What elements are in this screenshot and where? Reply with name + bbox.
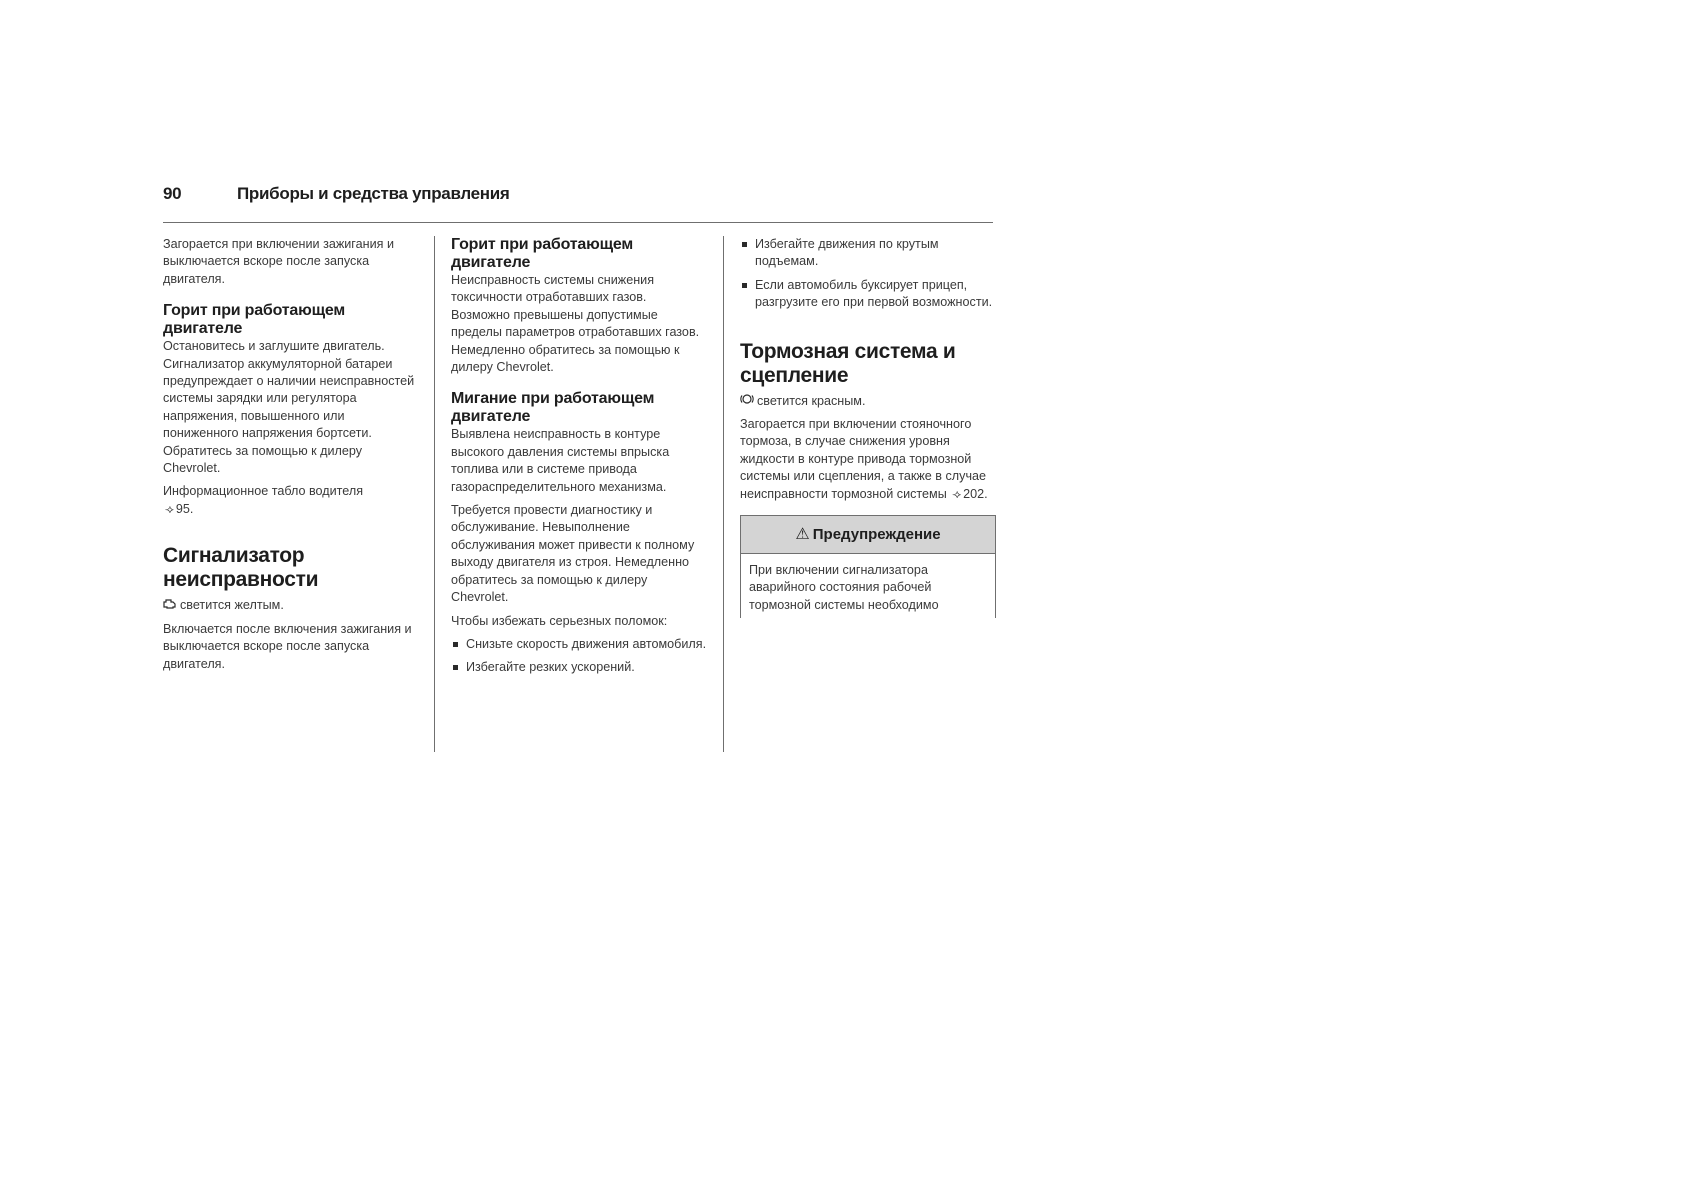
- list-item: Если автомобиль буксирует прицеп, разгрузите его при первой возможности.: [740, 277, 996, 312]
- heading: Сигнализатор неисправности: [163, 544, 319, 592]
- subheading: Горит при работающем двигателе: [451, 236, 634, 271]
- indicator-text: светится красным.: [757, 393, 866, 408]
- page-header: [163, 184, 993, 223]
- paragraph: Загорается при включении зажигания и выключается вскоре после запуска двигателя.: [163, 237, 394, 286]
- warning-triangle-icon: ⚠: [795, 525, 810, 543]
- list-item: Снизьте скорость движения автомобиля.: [451, 636, 707, 653]
- page-number: 90: [163, 184, 182, 203]
- column-2: [451, 236, 707, 683]
- bullet-list: [451, 636, 707, 677]
- column-divider: [723, 236, 724, 752]
- paragraph: Включается после включения зажигания и выключается вскоре после запуска двигателя.: [163, 621, 412, 671]
- heading: Тормозная система и сцепление: [740, 339, 956, 387]
- column-divider: [434, 236, 435, 752]
- paragraph: Остановитесь и заглушите двигатель. Сигнализатор аккумуляторной батареи предупреждает о наличии неисправностей системы зарядки или регулятора напряжения, повышенного или пониженного напряжения бортсети. Обратитесь за помощью к дилеру Chevrolet.: [163, 339, 415, 476]
- engine-icon: [163, 596, 177, 613]
- section-title: Приборы и средства управления: [237, 184, 510, 203]
- column-3: [740, 236, 996, 618]
- list-item: Избегайте резких ускорений.: [451, 659, 707, 676]
- warning-title: Предупреждение: [812, 525, 941, 543]
- page-reference-icon: ⟢: [952, 486, 962, 501]
- warning-box: [740, 515, 996, 618]
- column-1: [163, 236, 419, 679]
- paragraph: Выявлена неисправность в контуре высокого давления системы впрыска топлива или в системе привода газораспределительного механизма.: [451, 427, 670, 494]
- brake-icon: [740, 392, 754, 409]
- indicator-line: [740, 392, 996, 410]
- paragraph: Чтобы избежать серьезных поломок:: [451, 613, 668, 628]
- page-reference: 202.: [963, 486, 988, 501]
- paragraph: Неисправность системы снижения токсичности отработавших газов. Возможно превышены допустимые пределы параметров отработавших газов. Немедленно обратитесь за помощью к дилеру Chevrolet.: [451, 273, 700, 375]
- indicator-line: [163, 596, 419, 614]
- paragraph: Требуется провести диагностику и обслуживание. Невыполнение обслуживания может привести к полному выходу двигателя из строя. Немедленно обратитесь за помощью к дилеру Chevrolet.: [451, 503, 695, 605]
- subheading: Горит при работающем двигателе: [163, 302, 346, 338]
- page-reference: 95.: [175, 501, 194, 516]
- paragraph-text: Информационное табло водителя: [163, 484, 364, 499]
- subheading: Мигание при работающем двигателе: [451, 390, 655, 426]
- paragraph: [740, 416, 996, 503]
- indicator-text: светится желтым.: [180, 598, 284, 613]
- paragraph-text: Загорается при включении стояночного тормоза, в случае снижения уровня жидкости в контуре привода тормозной системы или сцепления, а также в случае неисправности тормозной системы: [740, 417, 987, 501]
- warning-header: [741, 516, 995, 554]
- page-reference-icon: ⟢: [165, 501, 174, 516]
- warning-text: При включении сигнализатора аварийного состояния рабочей тормозной системы необходимо: [749, 563, 939, 612]
- bullet-list: [740, 236, 996, 312]
- list-item: Избегайте движения по крутым подъемам.: [740, 236, 996, 271]
- paragraph: [163, 483, 419, 518]
